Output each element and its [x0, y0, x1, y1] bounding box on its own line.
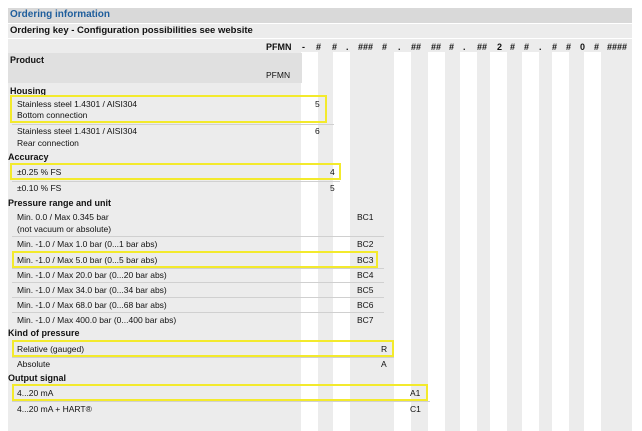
key-segment: -	[302, 42, 305, 52]
key-segment: #	[510, 42, 516, 52]
key-segment: #	[566, 42, 572, 52]
output-option-label: 4...20 mA + HART®	[17, 404, 92, 414]
ordering-key-label: Ordering key - Configuration possibilities see website	[10, 25, 253, 36]
row-separator	[12, 282, 384, 283]
key-segment: #	[449, 42, 455, 52]
pressure-option-code: BC4	[357, 270, 374, 280]
pressure-option-code: BC5	[357, 285, 374, 295]
output-option-code: C1	[410, 404, 421, 414]
kind-option-code: A	[381, 359, 387, 369]
accuracy-option-code: 5	[330, 183, 335, 193]
highlight-box	[12, 384, 428, 401]
pressure-option-line2: (not vacuum or absolute)	[17, 224, 112, 234]
row-separator	[12, 297, 384, 298]
key-segment: #	[382, 42, 388, 52]
key-segment: #	[594, 42, 600, 52]
row-separator	[12, 312, 384, 313]
pressure-option-label: Min. -1.0 / Max 34.0 bar (0...34 bar abs)	[17, 285, 167, 295]
pressure-option-label: Min. -1.0 / Max 1.0 bar (0...1 bar abs)	[17, 239, 158, 249]
output-header: Output signal	[8, 373, 66, 383]
pressure-option-label: Min. -1.0 / Max 5.0 bar (0...5 bar abs)	[17, 255, 158, 265]
key-segment: PFMN	[266, 42, 292, 52]
kind-option-label: Relative (gauged)	[17, 344, 85, 354]
kind-header: Kind of pressure	[8, 328, 80, 338]
key-segment: #	[316, 42, 322, 52]
pressure-option-code: BC3	[357, 255, 374, 265]
column-gap	[428, 52, 445, 431]
row-separator	[12, 236, 384, 237]
accuracy-option-label: ±0.25 % FS	[17, 167, 62, 177]
section-title-bar	[8, 8, 632, 23]
key-segment: ##	[477, 42, 488, 52]
key-segment: .	[346, 42, 349, 52]
key-segment: .	[398, 42, 401, 52]
column-gap	[394, 52, 411, 431]
kind-option-code: R	[381, 344, 388, 354]
accuracy-option-code: 4	[330, 167, 335, 177]
pressure-option-label: Min. -1.0 / Max 68.0 bar (0...68 bar abs)	[17, 300, 167, 310]
key-segment: #	[332, 42, 338, 52]
pressure-option-code: BC7	[357, 315, 374, 325]
housing-option-line2: Bottom connection	[17, 110, 88, 120]
pressure-option-line1: Min. 0.0 / Max 0.345 bar	[17, 212, 109, 222]
column-gap	[333, 52, 350, 431]
column-gap	[490, 52, 507, 431]
column-gap	[460, 52, 477, 431]
column-gap	[552, 52, 569, 431]
section-title: Ordering information	[10, 9, 110, 20]
key-segment: .	[539, 42, 542, 52]
row-separator	[12, 181, 340, 182]
key-segment: ###	[358, 42, 374, 52]
housing-option-line2: Rear connection	[17, 138, 79, 148]
product-row	[8, 53, 302, 83]
row-separator	[12, 124, 334, 125]
row-separator	[12, 268, 384, 269]
housing-option-code: 5	[315, 99, 320, 109]
key-segment: #	[552, 42, 558, 52]
accuracy-option-label: ±0.10 % FS	[17, 183, 62, 193]
housing-option-line1: Stainless steel 1.4301 / AISI304	[17, 126, 138, 136]
output-option-label: 4...20 mA	[17, 388, 54, 398]
key-segment: ##	[411, 42, 422, 52]
kind-option-label: Absolute	[17, 359, 51, 369]
row-separator	[12, 357, 394, 358]
pressure-option-label: Min. -1.0 / Max 400.0 bar (0...400 bar abs)	[17, 315, 177, 325]
pressure-header: Pressure range and unit	[8, 198, 112, 208]
column-gap	[522, 52, 539, 431]
ordering-key-bar	[8, 24, 632, 38]
pressure-option-code: BC6	[357, 300, 374, 310]
key-segment: 0	[580, 42, 586, 52]
pressure-option-code: BC1	[357, 212, 374, 222]
key-segment: .	[463, 42, 466, 52]
pressure-option-label: Min. -1.0 / Max 20.0 bar (0...20 bar abs)	[17, 270, 167, 280]
column-gap	[584, 52, 601, 431]
pressure-option-code: BC2	[357, 239, 374, 249]
accuracy-header: Accuracy	[8, 152, 49, 162]
row-separator	[12, 401, 430, 402]
key-segment: #	[524, 42, 530, 52]
key-segment: ####	[607, 42, 628, 52]
product-code: PFMN	[266, 70, 291, 80]
product-header: Product	[10, 55, 45, 65]
key-segment: 2	[497, 42, 503, 52]
housing-option-line1: Stainless steel 1.4301 / AISI304	[17, 99, 138, 109]
housing-header: Housing	[10, 86, 46, 96]
key-segment: ##	[431, 42, 442, 52]
housing-option-code: 6	[315, 126, 320, 136]
output-option-code: A1	[410, 388, 421, 398]
